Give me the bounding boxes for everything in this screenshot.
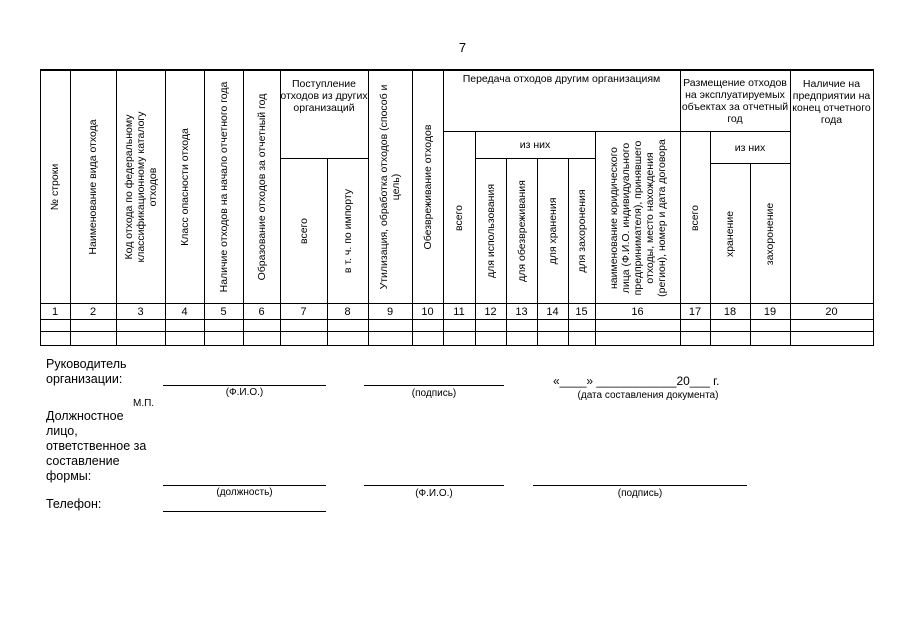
header-neutralization: Обезвреживание отходов — [421, 124, 434, 250]
responsible-label: Должностное лицо, ответственное за составление формы: — [46, 409, 147, 483]
date-caption: (дата составления документа) — [577, 390, 719, 401]
column-number: 1 — [51, 306, 59, 318]
header-placement: Размещение отходов на эксплуатируемых объектах за отчетный год — [681, 77, 789, 125]
page-number: 7 — [458, 40, 467, 55]
column-number: 11 — [453, 306, 465, 318]
header-receipt-total: всего — [297, 218, 310, 244]
column-number: 9 — [386, 306, 394, 318]
header-placement-total: всего — [689, 204, 701, 231]
column-number: 5 — [220, 306, 227, 318]
header-row-number: № строки — [49, 163, 61, 211]
column-number: 8 — [344, 306, 351, 318]
responsible-fio-caption: (Ф.И.О.) — [415, 488, 453, 499]
column-number: 4 — [181, 306, 188, 318]
column-number: 2 — [89, 306, 97, 318]
column-number: 18 — [723, 306, 737, 318]
column-number: 14 — [546, 306, 559, 318]
phone-line[interactable] — [163, 511, 326, 512]
head-signature-caption: (подпись) — [411, 388, 457, 399]
waste-table — [40, 69, 874, 346]
column-number: 17 — [688, 306, 702, 318]
header-transfer-recipient: наименование юридического лица (Ф.И.О. индивидуального предпринимателя), принявшего отходы, место нахождения (регион), номер и дата договора — [607, 138, 668, 297]
header-generated: Образование отходов за отчетный год — [255, 93, 268, 281]
head-fio-line[interactable] — [163, 385, 326, 386]
column-number: 13 — [515, 306, 528, 318]
responsible-signature-line[interactable] — [533, 485, 747, 486]
header-placement-of-which: из них — [734, 141, 766, 154]
header-start-balance: Наличие отходов на начало отчетного года — [217, 81, 230, 293]
date-field[interactable]: «____» ____________20___ г. — [553, 374, 720, 388]
head-signature-line[interactable] — [364, 385, 504, 386]
header-placement-storage: хранение — [724, 210, 736, 257]
column-number: 16 — [631, 306, 644, 318]
column-number: 12 — [484, 306, 497, 318]
column-number: 7 — [300, 306, 307, 318]
position-caption: (должность) — [216, 487, 273, 498]
header-end-balance: Наличие на предприятии на конец отчетного года — [792, 78, 871, 126]
column-number: 10 — [421, 306, 434, 318]
header-transfer-of-which: из них — [519, 139, 551, 151]
column-number: 19 — [763, 306, 777, 318]
position-line[interactable] — [163, 485, 326, 486]
header-transfer-storage: для хранения — [546, 197, 559, 265]
stamp-mark: М.П. — [133, 398, 155, 409]
header-utilization: Утилизация, обработка отходов (способ и цель) — [378, 84, 402, 290]
header-receipt: Поступление отходов из других организаций — [280, 78, 368, 114]
header-waste-code: Код отхода по федеральному классификационному каталогу отходов — [122, 111, 159, 263]
header-waste-name: Наименование вида отхода — [87, 119, 99, 255]
head-fio-caption: (Ф.И.О.) — [225, 387, 264, 398]
header-placement-burial: захоронение — [764, 202, 776, 265]
responsible-fio-line[interactable] — [364, 485, 504, 486]
header-receipt-import: в т. ч. по импорту — [341, 188, 354, 274]
column-number: 3 — [137, 306, 144, 318]
column-number: 6 — [258, 306, 265, 318]
column-number: 15 — [575, 306, 588, 318]
header-hazard-class: Класс опасности отхода — [178, 128, 191, 246]
column-number: 20 — [825, 306, 838, 318]
responsible-signature-caption: (подпись) — [617, 488, 663, 499]
header-transfer-total: всего — [453, 204, 465, 231]
head-label: Руководитель организации: — [46, 357, 127, 386]
phone-label: Телефон: — [46, 497, 102, 511]
header-transfer: Передача отходов другим организациям — [462, 73, 661, 85]
header-transfer-use: для использования — [484, 183, 497, 279]
header-transfer-neutralize: для обезвреживания — [515, 180, 528, 282]
header-transfer-burial: для захоронения — [575, 189, 588, 273]
